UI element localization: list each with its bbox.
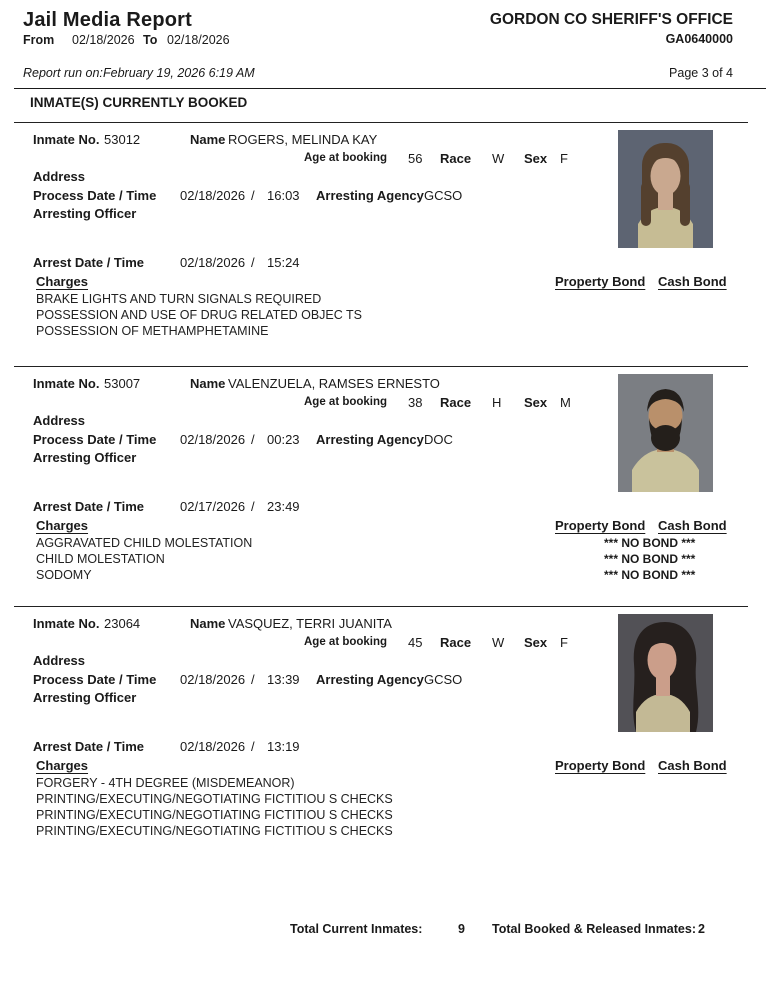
process-label: Process Date / Time bbox=[33, 432, 157, 447]
sex-label: Sex bbox=[524, 151, 548, 166]
process-time: 16:03 bbox=[267, 188, 300, 203]
officer-label: Arresting Officer bbox=[33, 450, 137, 465]
name-label: Name bbox=[190, 616, 226, 631]
name-label: Name bbox=[190, 132, 226, 147]
face bbox=[651, 157, 681, 196]
from-date: 02/18/2026 bbox=[72, 33, 135, 47]
charge-item: POSSESSION OF METHAMPHETAMINE bbox=[36, 324, 269, 338]
sex-label: Sex bbox=[524, 635, 548, 650]
hair-strand bbox=[641, 182, 651, 226]
arrest-time: 13:19 bbox=[267, 739, 300, 754]
name-value: VALENZUELA, RAMSES ERNESTO bbox=[228, 376, 440, 391]
race-value: W bbox=[492, 151, 505, 166]
race-label: Race bbox=[440, 395, 472, 410]
arrest-date: 02/17/2026 bbox=[180, 499, 246, 514]
agency-office-name: GORDON CO SHERIFF'S OFFICE bbox=[489, 11, 733, 28]
inmate-no-value: 23064 bbox=[104, 616, 141, 631]
arrest-date: 02/18/2026 bbox=[180, 739, 246, 754]
process-slash: / bbox=[251, 188, 255, 203]
mugshot-photo bbox=[618, 614, 713, 732]
address-label: Address bbox=[33, 169, 86, 184]
total-booked-value: 2 bbox=[698, 922, 705, 936]
process-date: 02/18/2026 bbox=[180, 188, 246, 203]
process-label: Process Date / Time bbox=[33, 672, 157, 687]
arrest-label: Arrest Date / Time bbox=[33, 739, 145, 754]
sex-value: F bbox=[560, 151, 568, 166]
inmate-no-label: Inmate No. bbox=[33, 376, 100, 391]
inmate-no-label: Inmate No. bbox=[33, 616, 100, 631]
run-on-value: February 19, 2026 6:19 AM bbox=[103, 66, 255, 80]
agency-label: Arresting Agency bbox=[316, 432, 424, 447]
sex-value: F bbox=[560, 635, 568, 650]
agency-label: Arresting Agency bbox=[316, 188, 424, 203]
charge-item: SODOMY bbox=[36, 568, 92, 582]
arrest-time: 23:49 bbox=[267, 499, 300, 514]
inmate-no-value: 53012 bbox=[104, 132, 141, 147]
inmate-block bbox=[0, 122, 773, 366]
cash-bond-header: Cash Bond bbox=[658, 518, 727, 533]
charge-item: FORGERY - 4TH DEGREE (MISDEMEANOR) bbox=[36, 776, 295, 790]
property-bond-header: Property Bond bbox=[555, 274, 646, 289]
age-label: Age at booking bbox=[304, 636, 388, 648]
race-label: Race bbox=[440, 151, 472, 166]
age-label: Age at booking bbox=[304, 396, 388, 408]
charge-item: POSSESSION AND USE OF DRUG RELATED OBJEC TS bbox=[36, 308, 362, 322]
charge-bond: *** NO BOND *** bbox=[604, 568, 696, 582]
agency-value: DOC bbox=[424, 432, 453, 447]
charge-item: CHILD MOLESTATION bbox=[36, 552, 165, 566]
officer-label: Arresting Officer bbox=[33, 206, 137, 221]
to-label: To bbox=[143, 33, 158, 47]
age-value: 45 bbox=[408, 635, 423, 650]
from-label: From bbox=[23, 33, 55, 47]
race-label: Race bbox=[440, 635, 472, 650]
total-booked-label: Total Booked & Released Inmates: bbox=[492, 922, 696, 936]
process-slash: / bbox=[251, 432, 255, 447]
arrest-date: 02/18/2026 bbox=[180, 255, 246, 270]
page-indicator: Page 3 of 4 bbox=[669, 66, 733, 80]
arrest-slash: / bbox=[251, 499, 255, 514]
name-value: VASQUEZ, TERRI JUANITA bbox=[228, 616, 392, 631]
block-divider bbox=[14, 606, 748, 607]
process-date: 02/18/2026 bbox=[180, 672, 246, 687]
process-time: 13:39 bbox=[267, 672, 300, 687]
mugshot-photo bbox=[618, 130, 713, 248]
charges-header: Charges bbox=[36, 758, 89, 773]
agency-ori-code: GA0640000 bbox=[665, 32, 733, 46]
report-title: Jail Media Report bbox=[23, 9, 192, 31]
agency-value: GCSO bbox=[424, 188, 463, 203]
age-value: 56 bbox=[408, 151, 423, 166]
charge-item: PRINTING/EXECUTING/NEGOTIATING FICTITIOU S CHECKS bbox=[36, 792, 393, 806]
inmate-block bbox=[0, 366, 773, 606]
beard bbox=[651, 425, 680, 451]
process-label: Process Date / Time bbox=[33, 188, 157, 203]
total-current-value: 9 bbox=[458, 922, 465, 936]
charge-item: PRINTING/EXECUTING/NEGOTIATING FICTITIOU S CHECKS bbox=[36, 808, 393, 822]
section-title: INMATE(S) CURRENTLY BOOKED bbox=[30, 95, 248, 110]
inmate-no-value: 53007 bbox=[104, 376, 141, 391]
arrest-label: Arrest Date / Time bbox=[33, 499, 145, 514]
block-divider bbox=[14, 366, 748, 367]
arrest-time: 15:24 bbox=[267, 255, 300, 270]
sex-value: M bbox=[560, 395, 571, 410]
name-value: ROGERS, MELINDA KAY bbox=[228, 132, 378, 147]
charge-item: BRAKE LIGHTS AND TURN SIGNALS REQUIRED bbox=[36, 292, 322, 306]
officer-label: Arresting Officer bbox=[33, 690, 137, 705]
property-bond-header: Property Bond bbox=[555, 518, 646, 533]
header-divider bbox=[14, 88, 766, 89]
cash-bond-header: Cash Bond bbox=[658, 274, 727, 289]
inmate-no-label: Inmate No. bbox=[33, 132, 100, 147]
total-current-label: Total Current Inmates: bbox=[290, 922, 423, 936]
process-slash: / bbox=[251, 672, 255, 687]
race-value: H bbox=[492, 395, 502, 410]
race-value: W bbox=[492, 635, 505, 650]
age-value: 38 bbox=[408, 395, 423, 410]
charge-item: PRINTING/EXECUTING/NEGOTIATING FICTITIOU S CHECKS bbox=[36, 824, 393, 838]
sex-label: Sex bbox=[524, 395, 548, 410]
process-date: 02/18/2026 bbox=[180, 432, 246, 447]
name-label: Name bbox=[190, 376, 226, 391]
address-label: Address bbox=[33, 653, 86, 668]
charges-header: Charges bbox=[36, 518, 89, 533]
charge-bond: *** NO BOND *** bbox=[604, 552, 696, 566]
property-bond-header: Property Bond bbox=[555, 758, 646, 773]
address-label: Address bbox=[33, 413, 86, 428]
mugshot-photo bbox=[618, 374, 713, 492]
arrest-slash: / bbox=[251, 739, 255, 754]
cash-bond-header: Cash Bond bbox=[658, 758, 727, 773]
hair-strand bbox=[680, 182, 690, 226]
charges-header: Charges bbox=[36, 274, 89, 289]
arrest-label: Arrest Date / Time bbox=[33, 255, 145, 270]
to-date: 02/18/2026 bbox=[167, 33, 230, 47]
age-label: Age at booking bbox=[304, 152, 388, 164]
arrest-slash: / bbox=[251, 255, 255, 270]
agency-label: Arresting Agency bbox=[316, 672, 424, 687]
inmate-block bbox=[0, 606, 773, 856]
block-divider bbox=[14, 122, 748, 123]
run-on-label: Report run on: bbox=[23, 66, 103, 80]
process-time: 00:23 bbox=[267, 432, 300, 447]
charge-item: AGGRAVATED CHILD MOLESTATION bbox=[36, 536, 253, 550]
charge-bond: *** NO BOND *** bbox=[604, 536, 696, 550]
agency-value: GCSO bbox=[424, 672, 463, 687]
